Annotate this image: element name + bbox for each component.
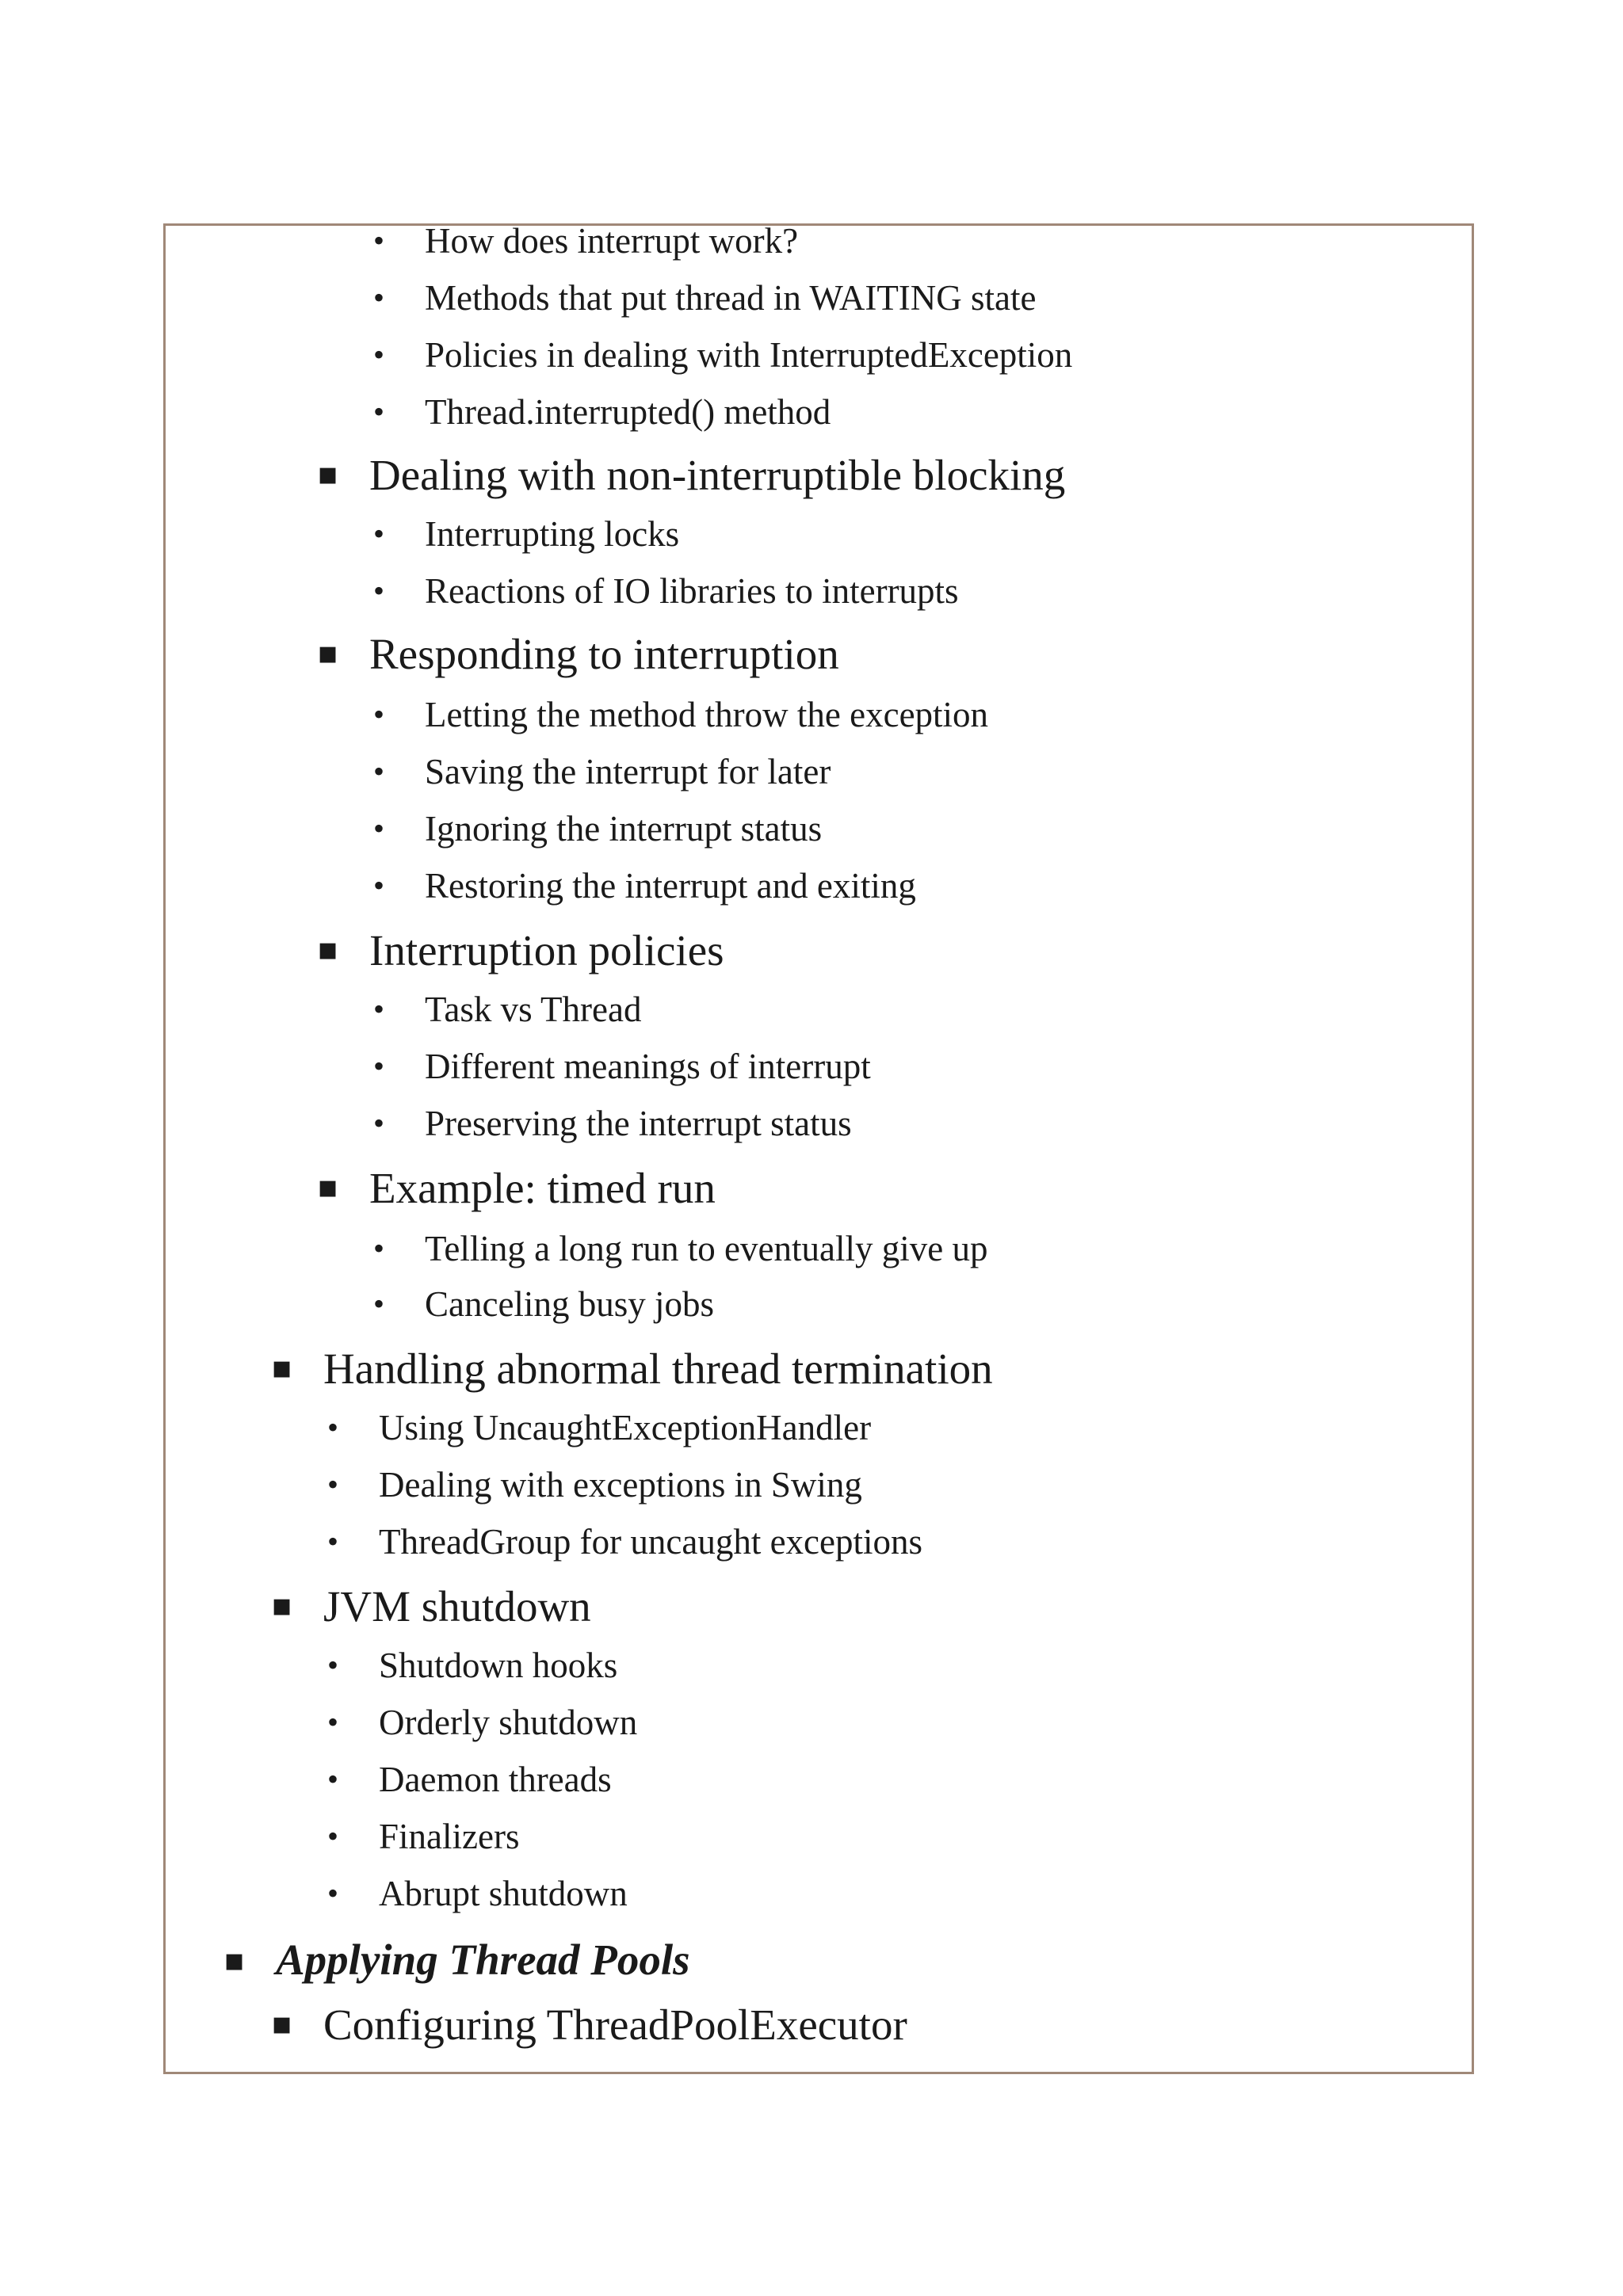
outline-item-text: Preserving the interrupt status [425,1104,852,1143]
outline-item-text: Dealing with exceptions in Swing [379,1465,862,1505]
outline-item [373,1284,714,1324]
square-bullet-icon: ▪ [317,931,339,967]
bullet-icon: • [327,1761,339,1797]
bullet-icon: • [373,223,385,258]
outline-item [373,1104,852,1143]
page-frame [163,223,1474,2074]
outline-item [373,866,916,906]
bullet-icon: • [327,1704,339,1740]
outline-item-text: Different meanings of interrupt [425,1047,871,1086]
outline-section [271,2000,907,2049]
outline-heading [317,451,1066,499]
outline-item [373,752,831,791]
bullet-icon: • [327,1818,339,1854]
outline-item [373,392,831,432]
outline-item-text: How does interrupt work? [425,221,799,261]
bullet-icon: • [373,810,385,846]
outline-item [327,1703,638,1742]
bullet-icon: • [327,1524,339,1559]
outline-item-text: Shutdown hooks [379,1646,618,1685]
outline-section-text: JVM shutdown [323,1582,591,1630]
bullet-icon: • [373,991,385,1027]
outline-item [327,1817,520,1856]
bullet-icon: • [327,1875,339,1911]
outline-item [327,1408,872,1447]
outline-item-text: Saving the interrupt for later [425,752,831,791]
bullet-icon: • [373,753,385,789]
bullet-icon: • [327,1466,339,1502]
outline-item-text: Telling a long run to eventually give up [425,1229,988,1268]
outline-item-text: Daemon threads [379,1760,612,1799]
outline-heading [317,926,724,974]
square-bullet-icon: ▪ [317,456,339,492]
bullet-icon: • [373,337,385,372]
bullet-icon: • [373,1105,385,1141]
bullet-icon: • [373,696,385,732]
outline-item-text: Canceling busy jobs [425,1284,714,1324]
outline-heading-text: Dealing with non-interruptible blocking [369,451,1066,499]
outline-item-text: Methods that put thread in WAITING state [425,278,1037,318]
outline-section-text: Handling abnormal thread termination [323,1344,993,1393]
outline-item [373,809,823,849]
outline-item [327,1522,923,1562]
outline-item [373,990,642,1029]
outline-item [373,1229,988,1268]
outline-item-text: Letting the method throw the exception [425,695,989,734]
outline-item-text: ThreadGroup for uncaught exceptions [379,1522,923,1562]
bullet-icon: • [373,1286,385,1322]
square-bullet-icon: ▪ [317,635,339,671]
bullet-icon: • [373,868,385,903]
outline-item [327,1874,628,1913]
bullet-icon: • [373,394,385,429]
outline-heading-text: Example: timed run [369,1164,716,1212]
outline-item-text: Policies in dealing with InterruptedException [425,335,1073,375]
outline-heading-text: Responding to interruption [369,630,839,678]
outline-item-text: Restoring the interrupt and exiting [425,866,916,906]
outline-item [373,514,680,554]
outline-heading [317,630,839,678]
outline-item-text: Using UncaughtExceptionHandler [379,1408,872,1447]
bullet-icon: • [373,1048,385,1084]
outline-chapter [223,1936,690,1984]
outline-item [373,335,1073,375]
bullet-icon: • [373,1230,385,1266]
bullet-icon: • [373,516,385,551]
bullet-icon: • [327,1409,339,1445]
outline-section-text: Configuring ThreadPoolExecutor [323,2000,907,2049]
outline-item [373,695,989,734]
bullet-icon: • [327,1647,339,1683]
outline-heading [317,1164,716,1212]
outline-item [327,1646,618,1685]
square-bullet-icon: ▪ [271,1587,293,1623]
square-bullet-icon: ▪ [271,1349,293,1386]
outline-item [373,221,799,261]
outline-item [327,1760,612,1799]
bullet-icon: • [373,280,385,315]
square-bullet-icon: ▪ [317,1169,339,1205]
outline-chapter-text: Applying Thread Pools [276,1936,690,1984]
outline-section [271,1582,591,1630]
outline-item-text: Ignoring the interrupt status [425,809,823,849]
outline-item-text: Reactions of IO libraries to interrupts [425,571,959,611]
outline-heading-text: Interruption policies [369,926,724,974]
outline-item-text: Task vs Thread [425,990,642,1029]
square-bullet-icon: ▪ [271,2005,293,2042]
outline-item-text: Thread.interrupted() method [425,392,831,432]
bullet-icon: • [373,573,385,608]
outline-item [373,1047,871,1086]
outline-item-text: Finalizers [379,1817,520,1856]
outline-item-text: Interrupting locks [425,514,680,554]
outline-item-text: Abrupt shutdown [379,1874,628,1913]
outline-item-text: Orderly shutdown [379,1703,638,1742]
outline-item [373,571,959,611]
outline-item [327,1465,862,1505]
square-bullet-icon: ▪ [223,1942,246,1978]
outline-section [271,1344,993,1393]
outline-item [373,278,1037,318]
